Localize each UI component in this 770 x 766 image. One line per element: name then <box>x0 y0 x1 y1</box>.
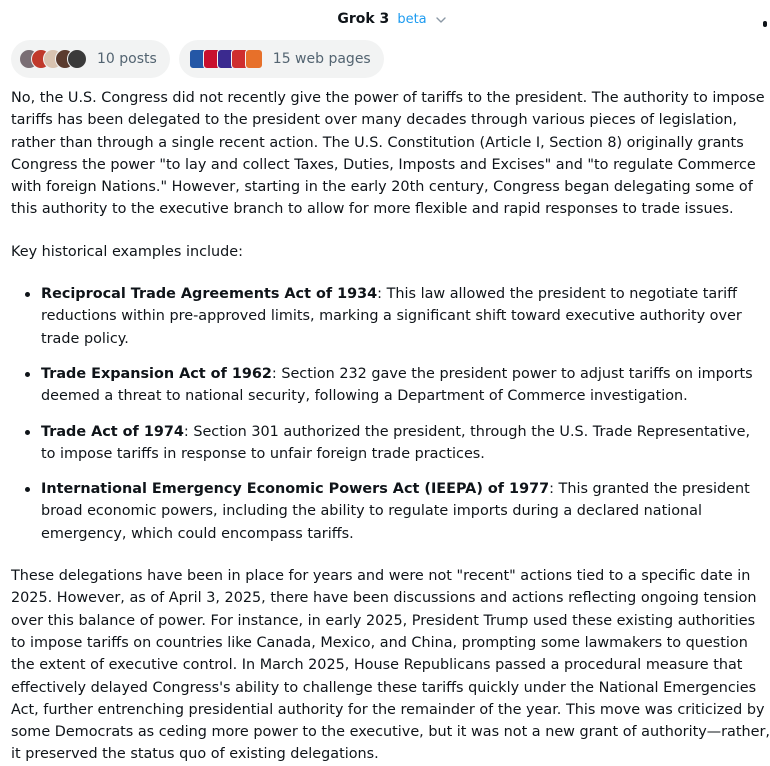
example-text: : Section 301 authorized the president, through the U.S. Trade Representative, to impose tariffs in response to unfair foreign trade practices. <box>41 423 751 462</box>
favicon <box>245 49 263 69</box>
model-selector[interactable] <box>337 11 446 27</box>
list-item <box>11 363 770 408</box>
example-title: Reciprocal Trade Agreements Act of 1934 <box>41 286 378 303</box>
bullet-icon <box>25 430 30 435</box>
list-item <box>11 283 770 350</box>
example-text: : Section 232 gave the president power to adjust tariffs on imports deemed a threat to national security, following a Department of Commerce investigation. <box>41 365 753 405</box>
bullet-icon <box>25 292 30 297</box>
model-name: Grok 3 <box>337 11 390 27</box>
posts-count-label: 10 posts <box>97 51 157 67</box>
example-title: International Emergency Economic Powers Act (IEEPA) of 1977 <box>41 481 550 498</box>
conclusion-paragraph: These delegations have been in place for years and were not "recent" actions tied to a specific date in 2025. However, as of April 3, 2025, there have been discussions and actions reflecting ongoing tension over this balance of power. For instance, in early 2025, President Trump used these existing authorities to impose tariffs on countries like Canada, Mexico, and China, prompting some lawmakers to question the extent of executive control. In March 2025, House Republicans passed a procedural measure that effectively delayed Congress's ability to challenge these tariffs quickly under the National Emergencies Act, further entrenching presidential authority for the remainder of the year. This move was criticized by some Democrats as ceding more power to the executive, but it was not a new grant of authority—rather, it preserved the status quo of existing delegations. <box>11 568 770 763</box>
example-title: Trade Act of 1974 <box>41 423 184 440</box>
examples-heading: Key historical examples include: <box>11 243 243 260</box>
web-favicons <box>189 49 263 69</box>
list-item <box>11 478 770 545</box>
scroll-indicator <box>763 21 767 27</box>
bullet-icon <box>25 487 30 492</box>
example-text: : This granted the president broad economic powers, including the ability to regulate imports during a declared national emergency, which could encompass tariffs. <box>41 481 750 542</box>
list-item <box>11 421 770 466</box>
web-pages-count-label: 15 web pages <box>272 51 371 67</box>
sources-bar <box>11 40 384 78</box>
beta-badge: beta <box>397 11 427 27</box>
post-avatars <box>19 49 87 69</box>
intro-paragraph: No, the U.S. Congress did not recently give the power of tariffs to the president. The authority to impose tariffs has been delegated to the president over many decades through various pieces of legislation, rather than through a single recent action. The U.S. Constitution (Article I, Section 8) originally grants Congress the power "to lay and collect Taxes, Duties, Imposts and Excises" and "to regulate Commerce with foreign Nations." However, starting in the early 20th century, Congress began delegating some of this authority to the executive branch to allow for more flexible and rapid responses to trade issues. <box>11 90 765 218</box>
posts-sources-button[interactable] <box>11 40 170 78</box>
chevron-down-icon <box>435 14 447 26</box>
examples-list <box>11 283 770 545</box>
avatar <box>67 49 87 69</box>
example-text: : This law allowed the president to negotiate tariff reductions within pre-approved limits, marking a significant shift toward executive authority over trade policy. <box>41 286 742 347</box>
web-sources-button[interactable] <box>179 40 384 78</box>
answer-body <box>11 87 770 766</box>
header <box>0 0 770 38</box>
example-title: Trade Expansion Act of 1962 <box>41 365 272 382</box>
bullet-icon <box>25 372 30 377</box>
